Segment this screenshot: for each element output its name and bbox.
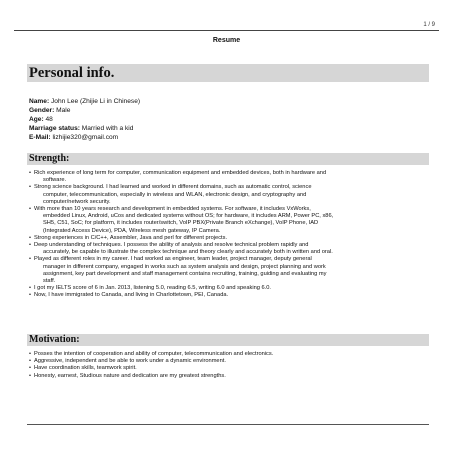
bullet-icon: • [29, 285, 31, 292]
list-item [29, 242, 429, 256]
list-item-line: Strong experiences in C/C++, Assembler, Java and perl for different projects. [34, 234, 228, 241]
list-item-text [34, 206, 429, 235]
motivation-heading-text: Motivation: [29, 334, 80, 345]
list-item-line: Aggressive, independent and be able to work under a dynamic environment. [34, 358, 226, 365]
list-item [29, 292, 429, 299]
marriage-status-value: Married with a kid [79, 125, 134, 132]
email-label: E-Mail: [29, 134, 51, 141]
bullet-icon: • [29, 256, 31, 263]
list-item-line: I got my IELTS score of 6 in Jan. 2013, listening 5.0, reading 6.5, writing 6.0 and speaking 6.0. [34, 285, 272, 292]
list-item [29, 206, 429, 235]
list-item-line: computer/network security. [43, 198, 111, 205]
list-item-text [34, 170, 429, 184]
bullet-icon: • [29, 242, 31, 249]
list-item-line: Posses the intention of cooperation and ability of computer, telecommunication and electronics. [34, 351, 274, 357]
list-item-line: Deep understanding of techniques. I possess the ability of analysis and resolve technical problem rapidly and [34, 242, 309, 249]
list-item-line: staff. [43, 278, 56, 285]
motivation-heading [27, 334, 429, 346]
gender-label: Gender: [29, 107, 55, 114]
list-item [29, 170, 429, 184]
list-item-line: computer, telecommunication, especially in wireless and WLAN, electronic design, and cryptography and [43, 191, 307, 198]
bullet-icon: • [29, 365, 31, 372]
list-item-text [34, 285, 429, 292]
list-item-line: Strong science background. I had learned and worked in different domains, such as automatic control, science [34, 184, 312, 191]
list-item [29, 256, 429, 285]
list-item-line: manager in different company, engaged in works such as system analysis and design, project planning and work [43, 263, 326, 270]
list-item-line: With more than 10 years research and development in embedded systems. For software, it includes VxWorks, [34, 206, 311, 213]
bullet-icon: • [29, 170, 31, 176]
header-rule [14, 30, 439, 31]
list-item [29, 358, 429, 365]
strength-heading [27, 153, 429, 165]
list-item-line: SH5, C51, SoC; for platform, it includes router/switch, VoIP PBX(Private Branch eXchange), VoIP Phone, IAD [43, 220, 319, 227]
email-value: lizhijie320@gmail.com [50, 134, 119, 141]
list-item-line: (Integrated Access Device), PDA, Wireless mesh gateway, IP Camera. [43, 227, 221, 234]
list-item-line: assignment, key part development and staff management contains recruiting, training, guiding and evaluating my [43, 270, 327, 277]
strength-list [29, 170, 429, 300]
list-item [29, 373, 429, 380]
list-item-text [34, 365, 429, 372]
list-item [29, 184, 429, 206]
marriage-status-field [29, 124, 133, 133]
list-item [29, 235, 429, 242]
email-field [29, 133, 118, 142]
name-value: John Lee (Zhijie Li in Chinese) [49, 98, 141, 105]
name-field [29, 97, 140, 106]
page-number: 1 / 9 [423, 22, 435, 28]
document-title: Resume [212, 37, 241, 44]
age-label: Age: [29, 116, 44, 123]
personal-info-heading-text: Personal info. [29, 65, 115, 81]
gender-field [29, 106, 70, 115]
list-item-line: Rich experience of long term for computer, communication equipment and embedded devices, both in hardware and [34, 170, 327, 176]
list-item-text [34, 235, 429, 242]
list-item-text [34, 256, 429, 285]
list-item [29, 285, 429, 292]
name-label: Name: [29, 98, 50, 105]
bullet-icon: • [29, 372, 31, 379]
bullet-icon: • [29, 184, 31, 191]
bullet-icon: • [29, 234, 31, 241]
marriage-status-label: Marriage status: [29, 125, 80, 132]
list-item-line: Now, I have immigrated to Canada, and living in Charlottetown, PEI, Canada. [34, 292, 229, 299]
bullet-icon: • [29, 292, 31, 299]
gender-value: Male [54, 107, 71, 114]
list-item-line: Honesty, earnest, Studious nature and dedication are my greatest strengths. [34, 372, 226, 379]
age-field [29, 115, 53, 124]
list-item-line: embedded Linux, Android, uCos and dedicated systems without OS; for hardware, it includes ARM, Power PC, x86, [43, 213, 334, 220]
list-item [29, 365, 429, 372]
motivation-list [29, 351, 429, 380]
list-item-line: software. [43, 177, 67, 184]
list-item-text [34, 373, 429, 380]
list-item-text [34, 242, 429, 256]
list-item-text [34, 351, 429, 358]
list-item-text [34, 184, 429, 206]
footer-rule [27, 424, 429, 425]
age-value: 48 [43, 116, 53, 123]
bullet-icon: • [29, 358, 31, 365]
bullet-icon: • [29, 206, 31, 213]
bullet-icon: • [29, 351, 31, 357]
list-item-text [34, 292, 429, 299]
strength-heading-text: Strength: [29, 153, 70, 164]
list-item-text [34, 358, 429, 365]
personal-info-heading [27, 64, 429, 82]
list-item-line: Have coordination skills, teamwork spirit. [34, 365, 137, 372]
list-item [29, 351, 429, 358]
list-item-line: accurately, be capable to illustrate the complex technique and theory clearly and accurately both in written and oral. [43, 249, 333, 256]
list-item-line: Played as different roles in my career. I had worked as engineer, team leader, project manager, deputy general [34, 256, 312, 263]
